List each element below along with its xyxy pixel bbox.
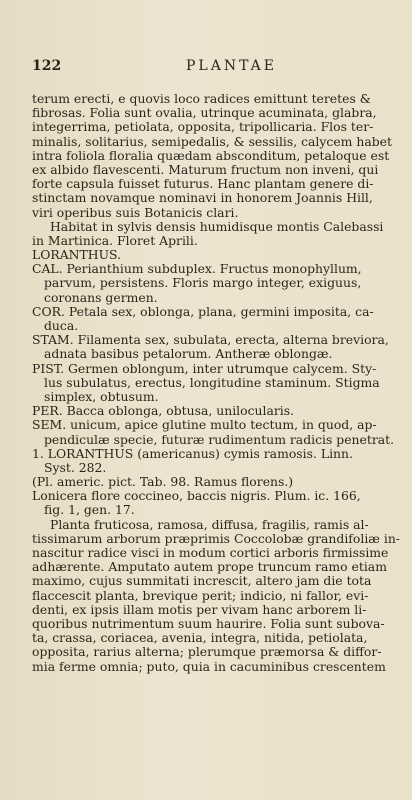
text-line: denti, ex ipsis illam motis per vivam hanc arborem li- bbox=[32, 602, 367, 617]
page-header bbox=[32, 58, 404, 76]
text-line: STAM. Filamenta sex, subulata, erecta, alterna breviora, bbox=[32, 333, 389, 348]
text-line: flaccescit planta, brevique perit; indicio, ni fallor, evi- bbox=[32, 588, 369, 603]
text-line: stinctam novamque nominavi in honorem Joannis Hill, bbox=[32, 191, 373, 206]
text-line: COR. Petala sex, oblonga, plana, germini imposita, ca- bbox=[32, 304, 374, 319]
text-line: Planta fruticosa, ramosa, diffusa, fragilis, ramis al- bbox=[50, 517, 369, 532]
text-line: PER. Bacca oblonga, obtusa, unilocularis. bbox=[32, 404, 295, 419]
text-line: lus subulatus, erectus, longitudine staminum. Stigma bbox=[44, 375, 380, 390]
text-line: fig. 1, gen. 17. bbox=[44, 503, 135, 518]
text-line: Syst. 282. bbox=[44, 460, 107, 475]
text-line: SEM. unicum, apice glutine multo tectum, in quod, ap- bbox=[32, 418, 377, 433]
text-line: tissimarum arborum præprimis Coccolobæ grandifoliæ in- bbox=[32, 531, 400, 546]
text-line: fibrosas. Folia sunt ovalia, utrinque acuminata, glabra, bbox=[32, 106, 377, 121]
text-line: terum erecti, e quovis loco radices emittunt teretes & bbox=[32, 92, 371, 106]
text-line: 1. LORANTHUS (americanus) cymis ramosis. Linn. bbox=[32, 446, 353, 461]
text-line: viri operibus suis Botanicis clari. bbox=[32, 205, 239, 220]
text-line: coronans germen. bbox=[44, 290, 158, 305]
text-line: ta, crassa, coriacea, avenia, integra, nitida, petiolata, bbox=[32, 631, 368, 646]
text-line: pendiculæ specie, futuræ rudimentum radicis penetrat. bbox=[44, 432, 395, 447]
page-number: 122 bbox=[32, 58, 62, 74]
text-line: nascitur radice visci in modum cortici arboris firmissime bbox=[32, 546, 389, 560]
text-line: adnata basibus petalorum. Antheræ oblongæ. bbox=[44, 347, 333, 362]
text-line: adhærente. Amputato autem prope truncum ramo etiam bbox=[32, 560, 387, 575]
text-line: forte capsula fuisset futurus. Hanc plantam genere di- bbox=[32, 177, 374, 192]
text-line: opposita, rarius alterna; plerumque præmorsa & diffor- bbox=[32, 645, 382, 660]
text-line: parvum, persistens. Floris margo integer, exiguus, bbox=[44, 276, 362, 291]
text-line: integerrima, petiolata, opposita, tripollicaria. Flos ter- bbox=[32, 120, 374, 135]
text-line: mia ferme omnia; puto, quia in cacuminibus crescentem bbox=[32, 659, 386, 674]
text-line: Lonicera flore coccineo, baccis nigris. Plum. ic. 166, bbox=[32, 489, 361, 504]
text-line: quoribus nutrimentum suum haurire. Folia sunt subova- bbox=[32, 616, 385, 631]
text-line: duca. bbox=[44, 319, 79, 333]
text-line: simplex, obtusum. bbox=[44, 389, 159, 404]
text-line: (Pl. americ. pict. Tab. 98. Ramus florens.) bbox=[32, 475, 294, 490]
text-line: LORANTHUS. bbox=[32, 248, 122, 263]
text-line: intra foliola floralia quædam absconditum, petaloque est bbox=[32, 148, 390, 163]
text-line: Habitat in sylvis densis humidisque montis Calebassi bbox=[50, 219, 384, 234]
running-head: PLANTAE bbox=[186, 58, 277, 74]
text-line: in Martinica. Floret Aprili. bbox=[32, 233, 198, 248]
text-line: minalis, solitarius, semipedalis, & sessilis, calycem habet bbox=[32, 134, 392, 149]
text-line: PIST. Germen oblongum, inter utrumque calycem. Sty- bbox=[32, 361, 377, 376]
text-line: CAL. Perianthium subduplex. Fructus monophyllum, bbox=[32, 262, 362, 277]
text-line: maximo, cujus summitati increscit, altero jam die tota bbox=[32, 574, 372, 589]
body-text bbox=[32, 92, 406, 674]
text-line: ex albido flavescenti. Maturum fructum non inveni, qui bbox=[32, 162, 379, 177]
